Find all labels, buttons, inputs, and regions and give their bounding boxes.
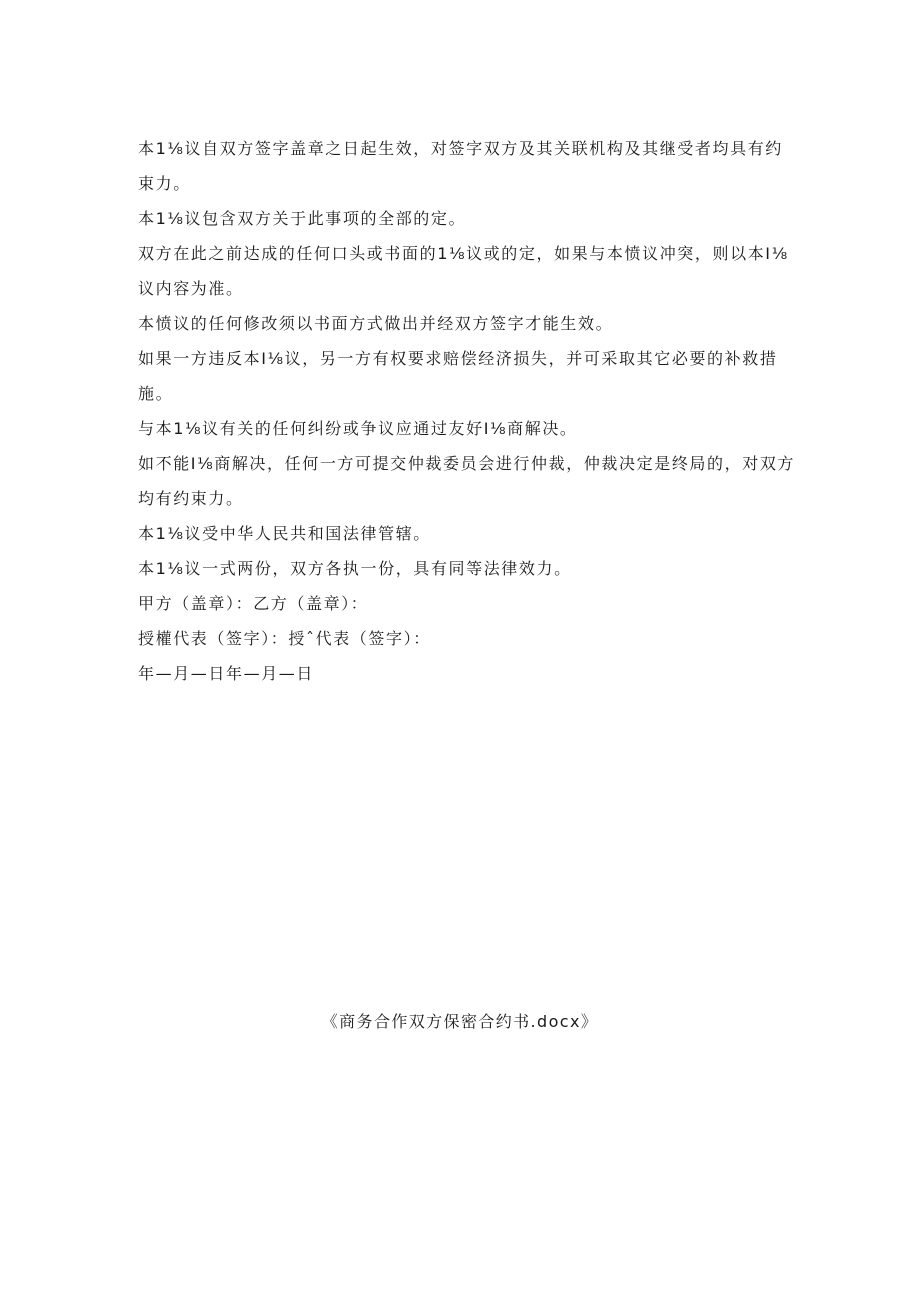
signature-representative-line: 授權代表（签字）：授ˆ代表（签字）： (138, 629, 431, 648)
document-footer-title: 《商务合作双方保密合约书.docx》 (321, 1012, 599, 1031)
clause-breach: 如果一方违反本I⅛议，另一方有权要求赔偿经济损失，并可采取其它必要的补救措施。 (138, 349, 778, 403)
clause-amendment: 本愤议的任何修改须以书面方式做出并经双方签字才能生效。 (138, 314, 614, 333)
clause-dispute: 与本1⅛议有关的任何纠纷或争议应通过友好I⅛商解决。 (138, 419, 578, 438)
signature-seal-line: 甲方（盖章）：乙方（盖章）： (138, 594, 369, 613)
clause-effective-date: 本1⅛议自双方签字盖章之日起生效，对签字双方及其关联机构及其继受者均具有约束力。 (138, 139, 783, 193)
signature-date-line: 年—月—日年—月—日 (138, 664, 315, 683)
clause-copies: 本1⅛议一式两份，双方各执一份，具有同等法律效力。 (138, 559, 572, 578)
clause-governing-law: 本1⅛议受中华人民共和国法律管辖。 (138, 524, 431, 543)
clause-arbitration: 如不能I⅛商解决，任何一方可提交仲裁委员会进行仲裁，仲裁决定是终局的，对双方均有约束力。 (138, 454, 796, 508)
document-body (138, 131, 798, 691)
clause-precedence: 双方在此之前达成的任何口头或书面的1⅛议或的定，如果与本愤议冲突，则以本I⅛议内容为准。 (138, 244, 789, 298)
clause-entire-agreement: 本1⅛议包含双方关于此事项的全部的定。 (138, 209, 467, 228)
